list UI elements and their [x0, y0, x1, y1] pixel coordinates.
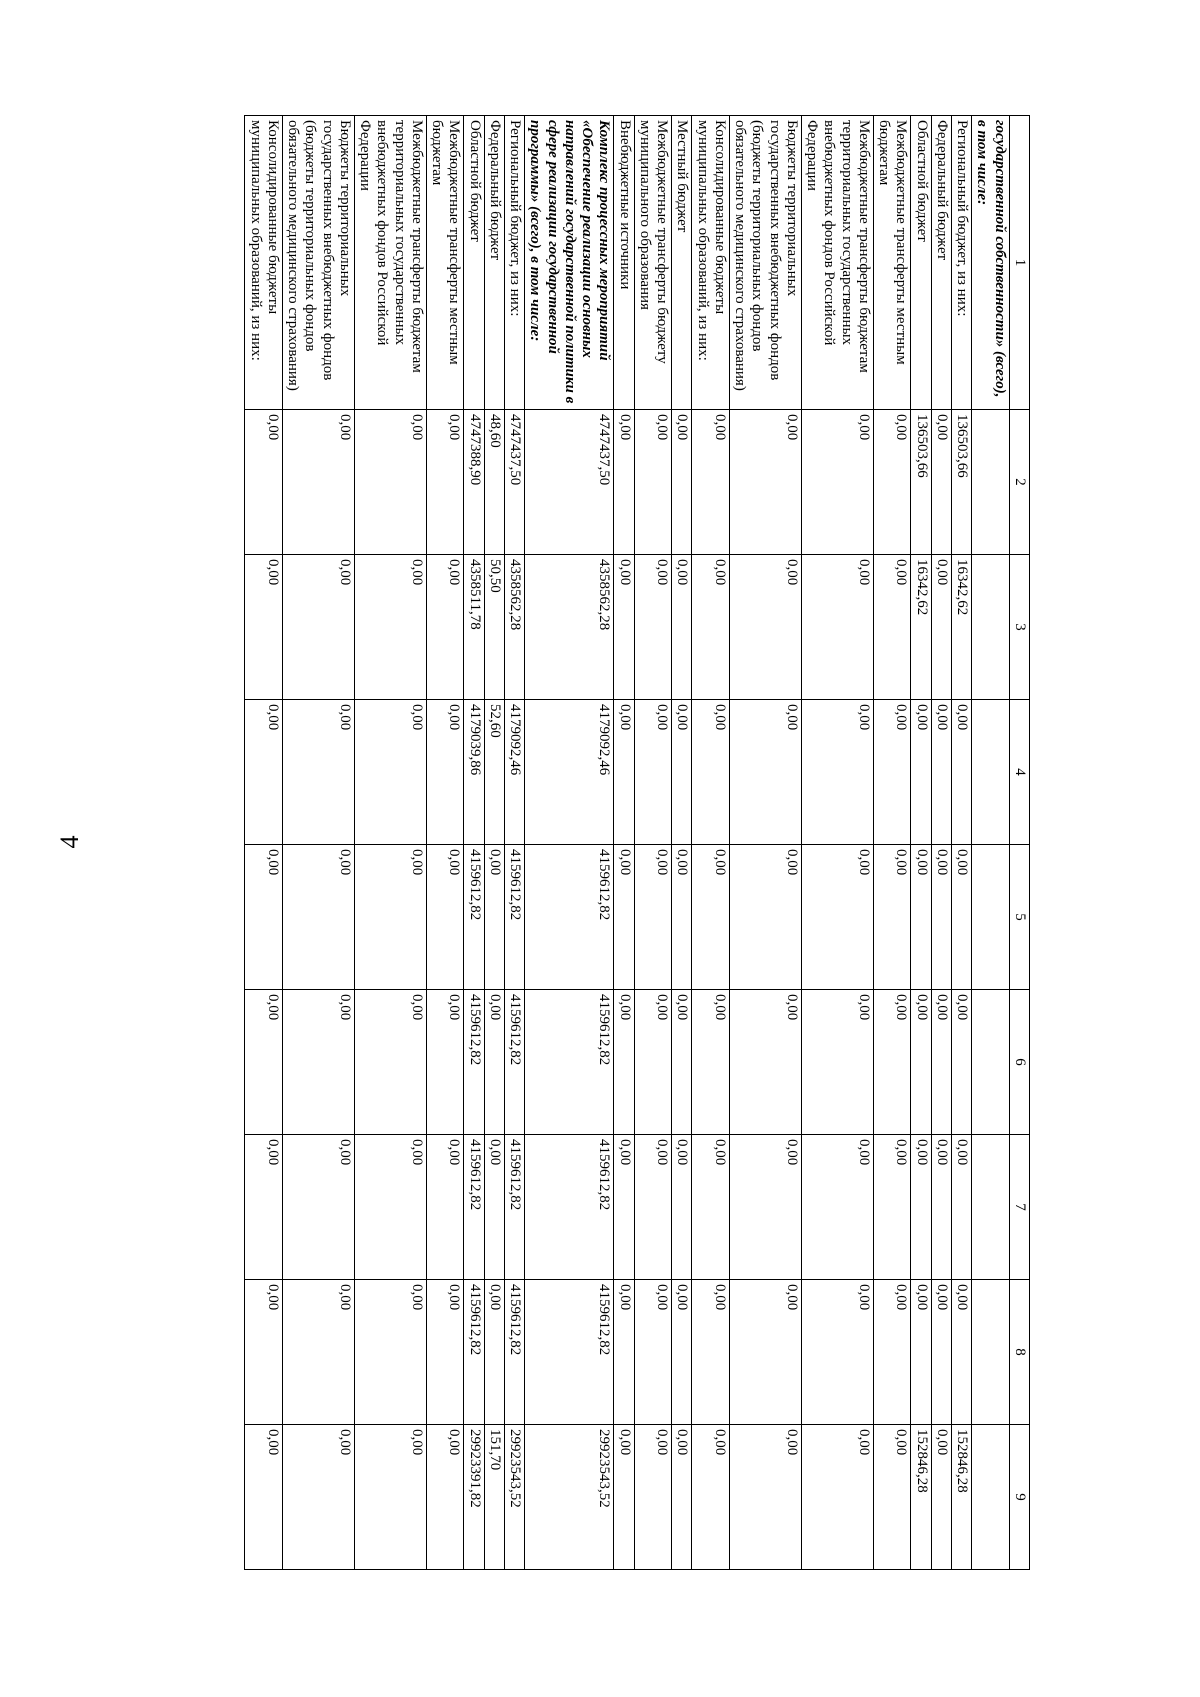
cell-value: 136503,66: [952, 410, 972, 555]
cell-value: 151,70: [484, 1425, 504, 1570]
cell-value: 0,00: [634, 845, 672, 990]
cell-value: 0,00: [427, 555, 465, 700]
cell-value: 16342,62: [911, 555, 931, 700]
cell-value: 0,00: [692, 555, 730, 700]
cell-value: 0,00: [931, 700, 951, 845]
cell-value: [972, 410, 1010, 555]
cell-value: 0,00: [672, 1135, 692, 1280]
cell-value: 0,00: [634, 1280, 672, 1425]
cell-value: 0,00: [614, 1135, 634, 1280]
cell-value: 0,00: [874, 1425, 912, 1570]
cell-value: 0,00: [634, 990, 672, 1135]
cell-value: 0,00: [245, 990, 283, 1135]
row-label: Комплекс процессных мероприятий «Обеспечение реализации основных направлений государственной политики в сфере реализации государственной программы» (всего), в том числе:: [525, 116, 614, 410]
cell-value: 4159612,82: [464, 1135, 484, 1280]
row-label: Региональный бюджет, из них:: [505, 116, 525, 410]
cell-value: 0,00: [283, 845, 355, 990]
cell-value: 0,00: [614, 410, 634, 555]
cell-value: 0,00: [245, 410, 283, 555]
cell-value: [972, 990, 1010, 1135]
cell-value: 0,00: [874, 410, 912, 555]
column-header-5: 5: [1009, 845, 1029, 990]
cell-value: 0,00: [874, 1135, 912, 1280]
cell-value: 0,00: [484, 845, 504, 990]
cell-value: 0,00: [245, 1135, 283, 1280]
cell-value: 4358562,28: [525, 555, 614, 700]
table-row: [911, 116, 931, 1570]
cell-value: 0,00: [874, 990, 912, 1135]
cell-value: 0,00: [874, 700, 912, 845]
cell-value: 0,00: [283, 990, 355, 1135]
cell-value: 0,00: [802, 555, 874, 700]
cell-value: 4159612,82: [464, 1280, 484, 1425]
cell-value: 0,00: [245, 700, 283, 845]
cell-value: 0,00: [614, 1425, 634, 1570]
table-row: [427, 116, 465, 1570]
cell-value: 0,00: [614, 990, 634, 1135]
cell-value: 0,00: [672, 1425, 692, 1570]
cell-value: 0,00: [931, 1425, 951, 1570]
cell-value: 0,00: [355, 1280, 427, 1425]
cell-value: 0,00: [283, 1280, 355, 1425]
cell-value: 50,50: [484, 555, 504, 700]
cell-value: [972, 1425, 1010, 1570]
header-row: [1009, 116, 1029, 1570]
cell-value: 29923543,52: [525, 1425, 614, 1570]
cell-value: 0,00: [427, 990, 465, 1135]
cell-value: 4179092,46: [525, 700, 614, 845]
cell-value: 0,00: [634, 1135, 672, 1280]
cell-value: 0,00: [355, 845, 427, 990]
cell-value: 0,00: [802, 700, 874, 845]
table-body: [245, 116, 1009, 1570]
cell-value: 0,00: [634, 410, 672, 555]
cell-value: 4179092,46: [505, 700, 525, 845]
cell-value: 0,00: [355, 990, 427, 1135]
row-label: Консолидированные бюджеты муниципальных образований, из них:: [245, 116, 283, 410]
column-header-3: 3: [1009, 555, 1029, 700]
row-label: Областной бюджет: [911, 116, 931, 410]
cell-value: 0,00: [802, 1280, 874, 1425]
column-header-9: 9: [1009, 1425, 1029, 1570]
column-header-8: 8: [1009, 1280, 1029, 1425]
table-row: [730, 116, 802, 1570]
table-row: [802, 116, 874, 1570]
row-label: Федеральный бюджет: [484, 116, 504, 410]
cell-value: 0,00: [911, 845, 931, 990]
cell-value: 4358562,28: [505, 555, 525, 700]
cell-value: [972, 555, 1010, 700]
table-row: [672, 116, 692, 1570]
table-row: [972, 116, 1010, 1570]
cell-value: 4747437,50: [505, 410, 525, 555]
cell-value: 0,00: [283, 555, 355, 700]
table-row: [525, 116, 614, 1570]
cell-value: 0,00: [427, 1280, 465, 1425]
cell-value: [972, 845, 1010, 990]
row-label: Межбюджетные трансферты бюджетам территориальных государственных внебюджетных фондов Российской Федерации: [802, 116, 874, 410]
cell-value: 0,00: [874, 845, 912, 990]
cell-value: 152846,28: [911, 1425, 931, 1570]
table-row: [614, 116, 634, 1570]
table-row: [505, 116, 525, 1570]
cell-value: 0,00: [692, 990, 730, 1135]
cell-value: 0,00: [245, 1425, 283, 1570]
row-label: Консолидированные бюджеты муниципальных образований, из них:: [692, 116, 730, 410]
cell-value: 0,00: [952, 700, 972, 845]
cell-value: 0,00: [931, 555, 951, 700]
budget-table-rotated: [245, 115, 1031, 1508]
table-row: [464, 116, 484, 1570]
table-row: [634, 116, 672, 1570]
table-row: [692, 116, 730, 1570]
cell-value: 0,00: [245, 555, 283, 700]
column-header-7: 7: [1009, 1135, 1029, 1280]
cell-value: 0,00: [692, 410, 730, 555]
row-label: Межбюджетные трансферты местным бюджетам: [874, 116, 912, 410]
cell-value: 0,00: [874, 555, 912, 700]
cell-value: 0,00: [730, 1425, 802, 1570]
table-row: [484, 116, 504, 1570]
column-header-6: 6: [1009, 990, 1029, 1135]
cell-value: 0,00: [730, 700, 802, 845]
cell-value: 0,00: [952, 990, 972, 1135]
cell-value: 0,00: [802, 845, 874, 990]
cell-value: 0,00: [931, 1280, 951, 1425]
row-label: Межбюджетные трансферты местным бюджетам: [427, 116, 465, 410]
cell-value: 0,00: [692, 700, 730, 845]
cell-value: 0,00: [634, 1425, 672, 1570]
cell-value: 0,00: [730, 1135, 802, 1280]
cell-value: 29923543,52: [505, 1425, 525, 1570]
row-label: Региональный бюджет, из них:: [952, 116, 972, 410]
cell-value: 4159612,82: [505, 845, 525, 990]
cell-value: 0,00: [484, 1280, 504, 1425]
cell-value: 16342,62: [952, 555, 972, 700]
row-label: Межбюджетные трансферты бюджетам территориальных государственных внебюджетных фондов Российской Федерации: [355, 116, 427, 410]
cell-value: 136503,66: [911, 410, 931, 555]
row-label: государственной собственности» (всего), в том числе:: [972, 116, 1010, 410]
table-row: [952, 116, 972, 1570]
cell-value: 4159612,82: [505, 1135, 525, 1280]
cell-value: 4159612,82: [505, 990, 525, 1135]
cell-value: 0,00: [427, 1425, 465, 1570]
column-header-2: 2: [1009, 410, 1029, 555]
cell-value: 48,60: [484, 410, 504, 555]
cell-value: 4179039,86: [464, 700, 484, 845]
cell-value: 0,00: [802, 1425, 874, 1570]
cell-value: 0,00: [952, 845, 972, 990]
cell-value: 0,00: [245, 1280, 283, 1425]
cell-value: 0,00: [672, 555, 692, 700]
cell-value: 0,00: [614, 1280, 634, 1425]
cell-value: 0,00: [692, 845, 730, 990]
cell-value: 0,00: [672, 410, 692, 555]
cell-value: 0,00: [614, 700, 634, 845]
cell-value: 4159612,82: [525, 845, 614, 990]
cell-value: 0,00: [614, 555, 634, 700]
cell-value: 0,00: [730, 410, 802, 555]
cell-value: 0,00: [911, 1280, 931, 1425]
cell-value: 0,00: [802, 990, 874, 1135]
cell-value: 0,00: [672, 845, 692, 990]
cell-value: 4159612,82: [525, 1135, 614, 1280]
row-label: Бюджеты территориальных государственных внебюджетных фондов (бюджеты территориальных фондов обязательного медицинского страхования): [730, 116, 802, 410]
cell-value: 0,00: [672, 1280, 692, 1425]
cell-value: 0,00: [634, 700, 672, 845]
cell-value: 0,00: [911, 1135, 931, 1280]
cell-value: 0,00: [355, 1425, 427, 1570]
cell-value: 0,00: [730, 555, 802, 700]
cell-value: 0,00: [802, 410, 874, 555]
row-label: Внебюджетные источники: [614, 116, 634, 410]
cell-value: 0,00: [484, 1135, 504, 1280]
row-label: Федеральный бюджет: [931, 116, 951, 410]
cell-value: 0,00: [911, 700, 931, 845]
cell-value: 4159612,82: [505, 1280, 525, 1425]
cell-value: 0,00: [283, 1425, 355, 1570]
cell-value: 0,00: [692, 1135, 730, 1280]
cell-value: 0,00: [802, 1135, 874, 1280]
cell-value: [972, 1280, 1010, 1425]
cell-value: 0,00: [931, 845, 951, 990]
row-label: Межбюджетные трансферты бюджету муниципального образования: [634, 116, 672, 410]
cell-value: 0,00: [692, 1280, 730, 1425]
cell-value: 29923391,82: [464, 1425, 484, 1570]
row-label: Областной бюджет: [464, 116, 484, 410]
cell-value: 0,00: [730, 845, 802, 990]
cell-value: 4747388,90: [464, 410, 484, 555]
cell-value: 152846,28: [952, 1425, 972, 1570]
cell-value: [972, 700, 1010, 845]
cell-value: 0,00: [911, 990, 931, 1135]
cell-value: 0,00: [427, 700, 465, 845]
cell-value: 0,00: [931, 1135, 951, 1280]
cell-value: 0,00: [952, 1280, 972, 1425]
cell-value: 4159612,82: [525, 1280, 614, 1425]
cell-value: 0,00: [283, 700, 355, 845]
budget-table: [245, 115, 1031, 1570]
cell-value: 0,00: [355, 555, 427, 700]
row-label: Бюджеты территориальных государственных внебюджетных фондов (бюджеты территориальных фондов обязательного медицинского страхования): [283, 116, 355, 410]
cell-value: 0,00: [427, 1135, 465, 1280]
cell-value: 0,00: [692, 1425, 730, 1570]
cell-value: 0,00: [931, 990, 951, 1135]
table-row: [874, 116, 912, 1570]
cell-value: 0,00: [355, 410, 427, 555]
cell-value: 0,00: [730, 1280, 802, 1425]
cell-value: 4159612,82: [464, 990, 484, 1135]
cell-value: 0,00: [874, 1280, 912, 1425]
table-row: [245, 116, 283, 1570]
cell-value: 0,00: [283, 1135, 355, 1280]
cell-value: 4747437,50: [525, 410, 614, 555]
cell-value: 0,00: [355, 700, 427, 845]
column-header-4: 4: [1009, 700, 1029, 845]
table-row: [931, 116, 951, 1570]
cell-value: 0,00: [245, 845, 283, 990]
cell-value: 0,00: [730, 990, 802, 1135]
cell-value: 0,00: [931, 410, 951, 555]
table-row: [355, 116, 427, 1570]
table-row: [283, 116, 355, 1570]
column-header-1: 1: [1009, 116, 1029, 410]
page-number: 4: [55, 835, 84, 849]
cell-value: 0,00: [634, 555, 672, 700]
cell-value: 0,00: [484, 990, 504, 1135]
cell-value: 0,00: [283, 410, 355, 555]
cell-value: 4159612,82: [464, 845, 484, 990]
cell-value: 0,00: [427, 845, 465, 990]
cell-value: 0,00: [672, 700, 692, 845]
cell-value: 4159612,82: [525, 990, 614, 1135]
cell-value: 0,00: [427, 410, 465, 555]
cell-value: [972, 1135, 1010, 1280]
cell-value: 0,00: [614, 845, 634, 990]
cell-value: 52,60: [484, 700, 504, 845]
cell-value: 0,00: [952, 1135, 972, 1280]
row-label: Местный бюджет: [672, 116, 692, 410]
cell-value: 4358511,78: [464, 555, 484, 700]
cell-value: 0,00: [355, 1135, 427, 1280]
cell-value: 0,00: [672, 990, 692, 1135]
